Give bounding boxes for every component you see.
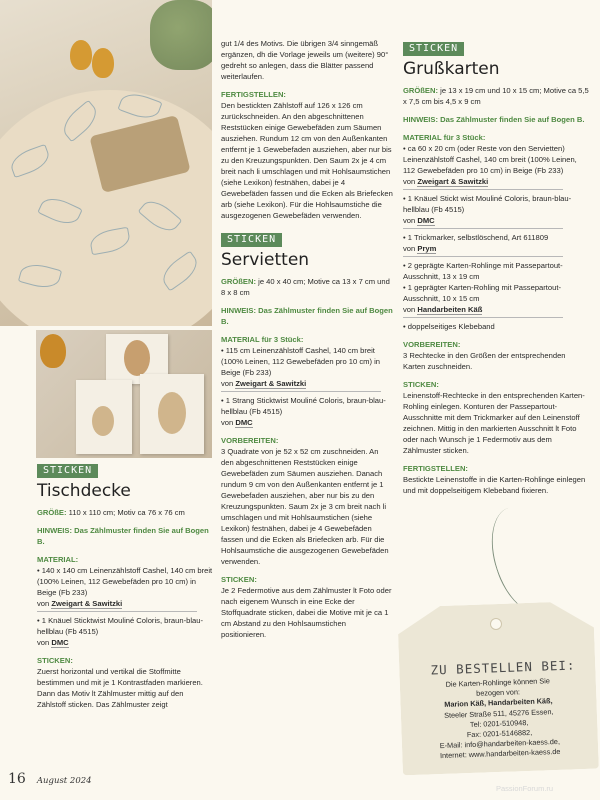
sticken-text: Leinenstoff-Rechtecke in den entsprechenden Karten-Rohling einlegen. Konturen der Passepartout-Ausschnitte mit dem Trickmarker auf den Leinenstoff zeichnen. Mittig in den markierten Ausschnitt lt Foto oder nach Wunsch je 1 Federmotiv aus dem Zählmuster sticken. xyxy=(403,391,585,455)
supplier-link[interactable]: DMC xyxy=(417,216,435,225)
supplier-link[interactable]: Zweigart & Sawitzki xyxy=(417,177,489,186)
fertig-label: FERTIGSTELLEN: xyxy=(221,90,286,99)
email-link[interactable]: E-Mail: info@handarbeiten-kaess.de, xyxy=(439,737,561,751)
material-item: • 115 cm Leinenzählstoff Cashel, 140 cm breit (100% Leinen, 112 Gewebefäden pro 10 cm) in Beige (Fb 233) von Zweigart & Sawitzki xyxy=(221,346,381,388)
material-item: • 1 geprägter Karten-Rohling mit Passepartout-Ausschnitt, 10 x 15 cm von Handarbeiten Käß xyxy=(403,283,561,314)
page-number: 16 xyxy=(8,771,26,787)
page-footer xyxy=(8,768,92,787)
material-label: MATERIAL: xyxy=(37,555,79,564)
issue-date: August 2024 xyxy=(36,776,92,786)
watermark: PassionForum.ru xyxy=(496,784,554,793)
sticken-label: STICKEN: xyxy=(403,380,439,389)
hint: HINWEIS: Das Zählmuster finden Sie auf Bogen B. xyxy=(37,526,209,546)
section-badge: STICKEN xyxy=(403,42,464,56)
fertig-text: Bestickte Leinenstoffe in die Karten-Rohlinge einlegen und mit doppelseitigem Klebeband fixieren. xyxy=(403,475,586,495)
supplier-link[interactable]: DMC xyxy=(235,418,253,427)
section-title: Tischdecke xyxy=(37,481,131,501)
material-item: • 1 Knäuel Stickt wist Mouliné Coloris, braun-blau-hellblau (Fb 4515) von DMC xyxy=(403,194,572,225)
size-line: GRÖßE: 110 x 110 cm; Motiv ca 76 x 76 cm xyxy=(37,508,185,517)
material-label: MATERIAL für 3 Stück: xyxy=(221,335,304,344)
material-item: • 2 geprägte Karten-Rohlinge mit Passepartout-Ausschnitt, 13 x 19 cm xyxy=(403,261,563,281)
material-item: • 140 x 140 cm Leinenzählstoff Cashel, 140 cm breit (100% Leinen, 112 Gewebefäden pro 10 cm) in Beige (Fb 233) von Zweigart & Sawitzki xyxy=(37,566,213,608)
tag-hole xyxy=(490,618,502,630)
section-badge: STICKEN xyxy=(37,464,98,478)
vorbereiten-text: 3 Quadrate von je 52 x 52 cm zuschneiden. An den abgeschnittenen Reststücken einige Gewebefäden zum Säumen ausziehen. Danach rundum 9 cm von den Außenkanten entfernt je 1 Gewebefaden ausziehen, aber nur bis zu den Kreuzungspunkten. Saum 2x je 3 cm breit nach li umschlagen und mit Hohlsaumstichen (siehe Lexikon) festnähen, dabei je 4 Gewebefäden fassen und die Ecken als Briefecken arb. Für die Hohlsaumstiche die ausgezogenen Gewebefäden verwenden. xyxy=(221,447,389,566)
hint: HINWEIS: Das Zählmuster finden Sie auf Bogen B. xyxy=(221,306,393,326)
grusskarten-section xyxy=(403,38,589,496)
hint: HINWEIS: Das Zählmuster finden Sie auf Bogen B. xyxy=(403,115,585,124)
sticken-label: STICKEN: xyxy=(221,575,257,584)
size-line: GRÖßEN: je 13 x 19 cm und 10 x 15 cm; Motive ca 5,5 x 7,5 cm bis 4,5 x 9 cm xyxy=(403,86,589,106)
fertig-label: FERTIGSTELLEN: xyxy=(403,464,468,473)
supplier-link[interactable]: Zweigart & Sawitzki xyxy=(51,599,123,608)
continued-text: gut 1/4 des Motivs. Die übrigen 3/4 sinngemäß ergänzen, dh die Vorlage jeweils um (weitere) 90° gedreht so anlegen, dass die Blätter passend weiterlaufen. xyxy=(221,39,389,81)
material-label: MATERIAL für 3 Stück: xyxy=(403,133,486,142)
sticken-text: Je 2 Federmotive aus dem Zählmuster lt Foto oder nach eigenem Wunsch in eine Ecke der Stoffquadrate sticken, dabei die Motive mit je ca 1 cm Abstand zu den Hohlsaumstichen positionieren. xyxy=(221,586,392,639)
sticken-text: Zuerst horizontal und vertikal die Stoffmitte bestimmen und mit je 1 Kontrastfaden markieren. Dann das Motiv lt Zählmuster mittig auf den Zählstoff sticken. Das Zählmuster zeigt xyxy=(37,667,203,709)
order-title: ZU BESTELLEN BEI: xyxy=(430,657,576,678)
website-link[interactable]: Internet: www.handarbeiten-kaess.de xyxy=(439,747,561,761)
order-details: Die Karten-Rohlinge können Sie bezogen von: Marion Käß, Handarbeiten Käß, Steeler Straße 511, 45276 Essen, Tel: 0201-510948, Fax: 0201-5146882, E-Mail: info@handarbeiten-kaess.de, Internet: www.handarbeiten-kaess.de xyxy=(409,675,590,763)
tischdecke-section xyxy=(37,460,213,710)
servietten-section xyxy=(221,229,393,640)
supplier-link[interactable]: Zweigart & Sawitzki xyxy=(235,379,307,388)
section-badge: STICKEN xyxy=(221,233,282,247)
section-title: Servietten xyxy=(221,250,310,270)
section-title: Grußkarten xyxy=(403,59,500,79)
size-line: GRÖßEN: je 40 x 40 cm; Motive ca 13 x 7 cm und 8 x 8 cm xyxy=(221,277,390,297)
supplier-link[interactable]: Prym xyxy=(417,244,437,253)
vorbereiten-label: VORBEREITEN: xyxy=(403,340,461,349)
supplier-link[interactable]: Handarbeiten Käß xyxy=(417,305,483,314)
greeting-cards-photo xyxy=(36,330,212,458)
sticken-label: STICKEN: xyxy=(37,656,73,665)
material-item: • ca 60 x 20 cm (oder Reste von den Servietten) Leinenzählstoff Cashel, 140 cm breit (100% Leinen, 112 Gewebefäden pro 10 cm) in Beige (Fb 233) von Zweigart & Sawitzki xyxy=(403,144,577,186)
tablecloth-photo xyxy=(0,0,212,326)
material-item: • 1 Strang Sticktwist Mouliné Coloris, braun-blau-hellblau (Fb 4515) von DMC xyxy=(221,396,386,427)
material-item: • doppelseitiges Klebeband xyxy=(403,322,495,331)
vorbereiten-text: 3 Rechtecke in den Größen der entsprechenden Karten zuschneiden. xyxy=(403,351,566,371)
middle-column xyxy=(221,38,393,640)
fertig-text: Den bestickten Zählstoff auf 126 x 126 cm zurückschneiden. An den abgeschnittenen Reststücken einige Gewebefäden zum Säumen ausziehen. Rundum 12 cm von den Außenkanten entfernt je 1 Gewebefaden ausziehen, aber nur bis zu den Kreuzungspunkten. Den Saum 2x je 4 cm breit nach li umschlagen und mit Hohlsaumstichen (siehe Lexikon) festnähen, dabei je 4 Gewebefäden fassen und die Ecken als Briefecken arb (siehe Lexikon). Für die Hohlsaumstiche die ausgezogenen Gewebefäden verwenden. xyxy=(221,101,393,220)
material-item: • 1 Trickmarker, selbstlöschend, Art 611809 von Prym xyxy=(403,233,549,253)
material-item: • 1 Knäuel Sticktwist Mouliné Coloris, braun-blau-hellblau (Fb 4515) von DMC xyxy=(37,616,203,647)
supplier-link[interactable]: DMC xyxy=(51,638,69,647)
vorbereiten-label: VORBEREITEN: xyxy=(221,436,279,445)
